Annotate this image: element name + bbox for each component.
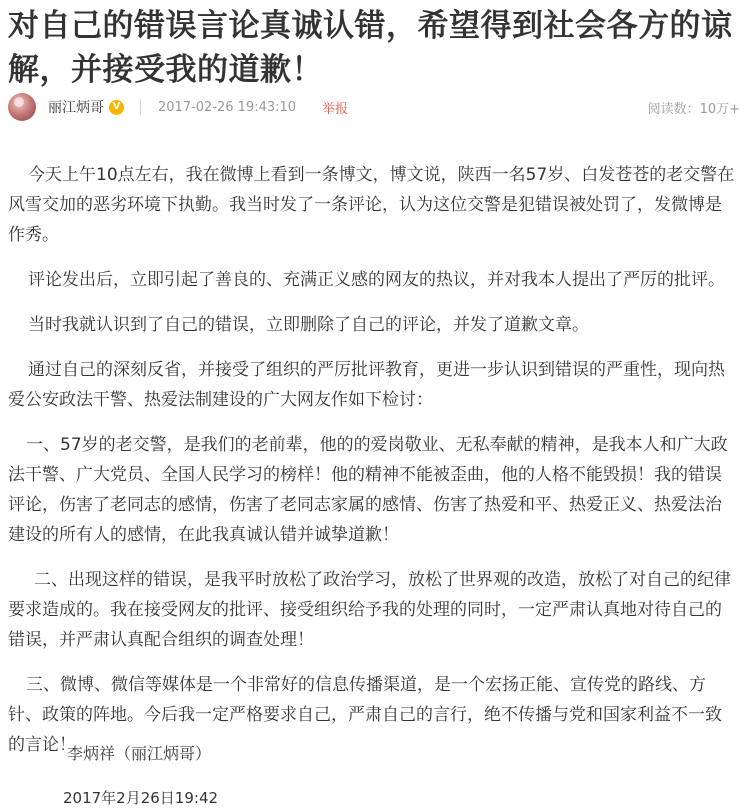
- meta-divider: [140, 99, 141, 115]
- paragraph-5: 一、57岁的老交警，是我们的老前辈，他的的爱岗敬业、无私奉献的精神，是我本人和广大政法干警、广大党员、全国人民学习的榜样！他的精神不能被歪曲，他的人格不能毁损！我的错误评论，伤害了老同志的感情，伤害了老同志家属的感情、伤害了热爱和平、热爱正义、热爱法治建设的所有人的感情，在此我真诚认错并诚挚道歉！: [8, 435, 728, 545]
- signature-date: 2017年2月26日19:42: [63, 789, 219, 807]
- article-meta-bar: [8, 90, 744, 124]
- verified-badge-icon: V: [109, 100, 124, 115]
- paragraph-6: 二、出现这样的错误，是我平时放松了政治学习，放松了世界观的改造，放松了对自己的纪律要求造成的。我在接受网友的批评、接受组织给予我的处理的同时，一定严肃认真地对待自己的错误，并严肃认真配合组织的调查处理！: [8, 570, 731, 650]
- author-name[interactable]: 丽江炳哥: [48, 100, 104, 116]
- author-avatar[interactable]: [8, 93, 36, 121]
- article-body: [8, 160, 738, 760]
- paragraph-2: 评论发出后，立即引起了善良的、充满正义感的网友的热议，并对我本人提出了严厉的批评。: [28, 270, 725, 290]
- paragraph-1: 今天上午10点左右，我在微博上看到一条博文，博文说，陕西一名57岁、白发苍苍的老交警在风雪交加的恶劣环境下执勤。我当时发了一条评论，认为这位交警是犯错误被处罚了，发微博是作秀。: [8, 165, 735, 245]
- paragraph-4: 通过自己的深刻反省，并接受了组织的严厉批评教育，更进一步认识到错误的严重性，现向热爱公安政法干警、热爱法制建设的广大网友作如下检讨：: [8, 360, 725, 410]
- post-timestamp: 2017-02-26 19:43:10: [158, 99, 297, 115]
- report-link[interactable]: 举报: [322, 101, 349, 117]
- article-title: 对自己的错误言论真诚认错，希望得到社会各方的谅解，并接受我的道歉！: [8, 8, 733, 88]
- paragraph-3: 当时我就认识到了自己的错误，立即删除了自己的评论，并发了道歉文章。: [28, 315, 589, 335]
- paragraph-7: 三、微博、微信等媒体是一个非常好的信息传播渠道，是一个宏扬正能、宣传党的路线、方针、政策的阵地。今后我一定严格要求自己，严肃自己的言行，绝不传播与党和国家利益不一致的言论！: [8, 675, 722, 755]
- author-signature: 李炳祥（丽江炳哥）: [67, 744, 212, 763]
- read-count: 阅读数：10万+: [647, 101, 740, 117]
